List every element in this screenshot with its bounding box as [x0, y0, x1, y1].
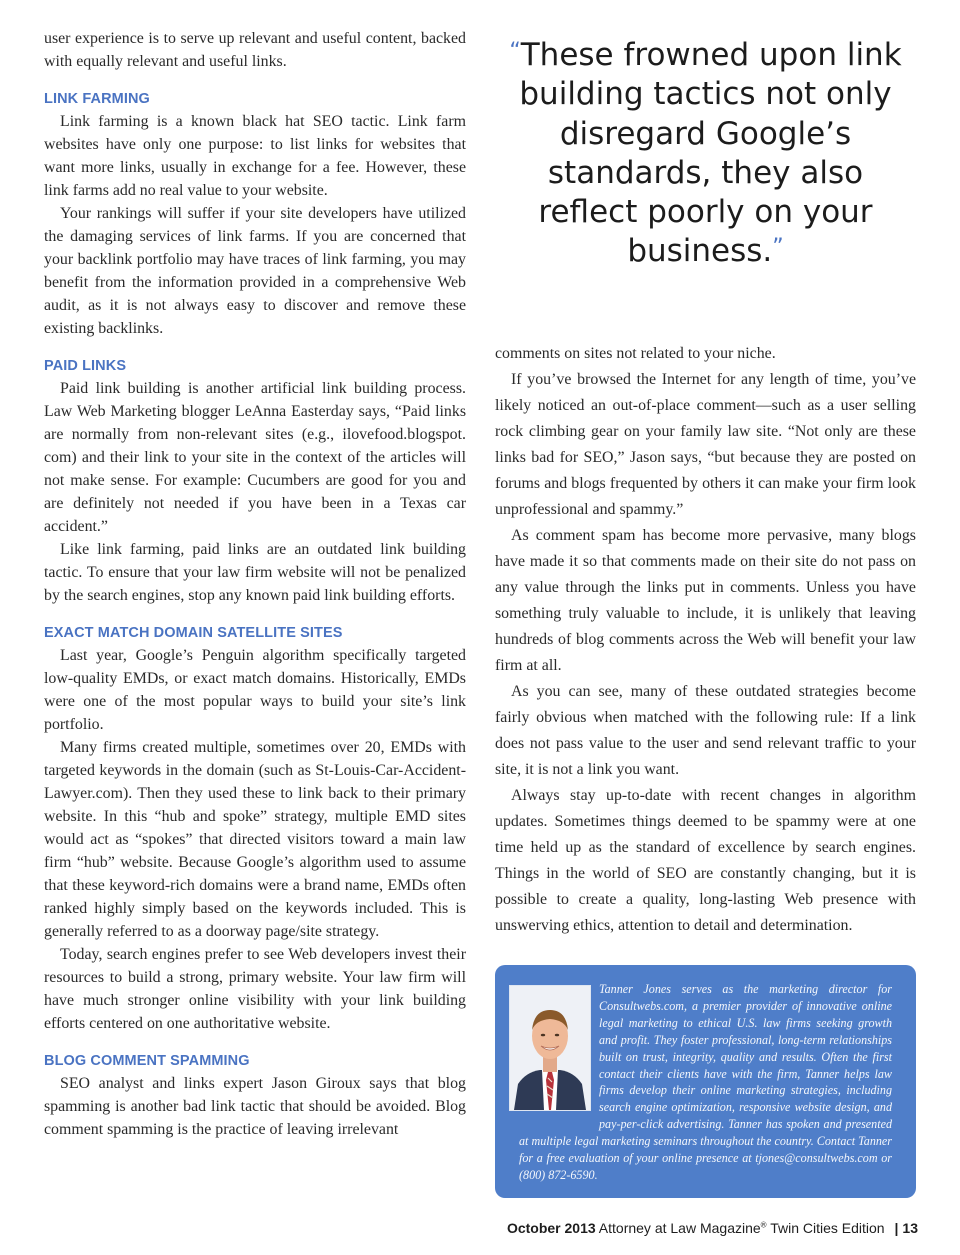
section-heading-exact-match-domain: EXACT MATCH DOMAIN SATELLITE SITES [44, 625, 343, 641]
paragraph: Like link farming, paid links are an outdated link building tactic. To ensure that your law firm website will not be penalized by the search engines, stop any known paid link building efforts. [44, 541, 466, 604]
footer-publication: Attorney at Law Magazine [598, 1220, 761, 1236]
footer-date: October 2013 [506, 1220, 596, 1236]
left-column [44, 27, 466, 1141]
footer-registered-mark: ® [760, 1220, 767, 1230]
page-footer [507, 1220, 918, 1236]
continuation-paragraph: comments on sites not related to your niche. [495, 345, 776, 362]
paragraph: If you’ve browsed the Internet for any length of time, you’ve likely noticed an out-of-place comment—such as a user selling rock climbing gear on your family law site. “Not only are these links bad for SEO,” Jason says, “but because they are posted on forums and blogs frequented by others it can make your firm look unprofessional and spammy.” [495, 371, 916, 518]
page-number: 13 [902, 1220, 918, 1236]
intro-paragraph: user experience is to serve up relevant and useful content, backed with equally relevant and useful links. [44, 30, 466, 70]
right-column [495, 341, 916, 939]
pull-quote-text: These frowned upon link building tactics not only disregard Google’s standards, they also reflect poorly on your business. [519, 37, 902, 270]
author-bio-paragraph: Tanner Jones serves as the marketing director for Consultwebs.com, a premier provider of innovative online legal marketing to ethical U.S. law firms seeking growth and profit. They foster professional, long-term relationships built on trust, integrity, quality and results. Often the first contact their clients have with the firm, Tanner helps law firms develop their online marketing strategies, including search engine optimization, responsive website design, and pay-per-click advertising. Tanner has spoken and presented at multiple legal marketing seminars throughout the country. Contact Tanner for a free evaluation of your online presence at tjones@consultwebs.com or (800) 872-6590. [519, 982, 892, 1182]
paragraph: As comment spam has become more pervasive, many blogs have made it so that comments made on their site do not pass on any value through the links put in comments. Unless you have something truly valuable to include, it is unlikely that leaving hundreds of blog comments across the Web will benefit your law firm at all. [495, 527, 916, 674]
section-heading-blog-comment-spamming: BLOG COMMENT SPAMMING [44, 1053, 250, 1069]
footer-edition: Twin Cities Edition [770, 1220, 885, 1236]
open-quote-mark: “ [509, 39, 521, 64]
paragraph: SEO analyst and links expert Jason Giroux says that blog spamming is another bad link tactic that should be avoided. Blog comment spamming is the practice of leaving irrelevant [44, 1075, 466, 1138]
pull-quote [495, 36, 916, 272]
paragraph: Today, search engines prefer to see Web developers invest their resources to build a strong, primary website. Your law firm will have much stronger online visibility with your link building efforts centered on one authoritative website. [44, 946, 466, 1032]
paragraph: Always stay up-to-date with recent changes in algorithm updates. Sometimes things deemed to be spammy were at one time held up as the standard of excellence by search engines. Things in the world of SEO are constantly changing, but it is possible to create a quality, long-lasting Web presence with unswerving ethics, attention to detail and determination. [495, 787, 916, 934]
section-heading-paid-links: PAID LINKS [44, 358, 127, 374]
section-heading-link-farming: LINK FARMING [44, 91, 150, 107]
footer-separator: | [894, 1220, 899, 1236]
paragraph: Many firms created multiple, sometimes over 20, EMDs with targeted keywords in the domain (such as St-Louis-Car-Accident-Lawyer.com). Then they used these to link back to their primary website. In this “hub and spoke” strategy, multiple EMD sites would act as “spokes” that directed visitors toward a main law firm “hub” website. Because Google’s algorithm used to assume that these keyword-rich domains were a brand name, EMDs often ranked highly simply based on the keywords included. This is generally referred to as a doorway page/site strategy. [44, 739, 466, 940]
close-quote-mark: ” [772, 235, 784, 261]
author-bio-box [495, 965, 916, 1198]
author-bio-text [519, 981, 892, 1184]
paragraph: Paid link building is another artificial link building process. Law Web Marketing blogger LeAnna Easterday says, “Paid links are normally from non-relevant sites (e.g., ilovefood.blogspot. com) and their link to your site in the context of the articles will not make sense. For example: Cucumbers are good for you and are definitely not needed if you have been in a Texas car accident.” [44, 380, 466, 535]
paragraph: As you can see, many of these outdated strategies become fairly obvious when matched with the following rule: If a link does not pass value to the user and send relevant traffic to your site, it is not a link you want. [495, 683, 916, 778]
paragraph: Your rankings will suffer if your site developers have utilized the damaging services of link farms. If you are concerned that your backlink portfolio may have traces of link farming, you may benefit from the information provided in a comprehensive Web audit, as it is not always easy to discover and remove these existing backlinks. [44, 205, 466, 337]
paragraph: Last year, Google’s Penguin algorithm specifically targeted low-quality EMDs, or exact match domains. Historically, EMDs were one of the most popular ways to build your site’s link portfolio. [44, 647, 466, 733]
paragraph: Link farming is a known black hat SEO tactic. Link farm websites have only one purpose: to list links for websites that want more links, usually in exchange for a fee. However, these link farms add no real value to your website. [44, 113, 466, 199]
